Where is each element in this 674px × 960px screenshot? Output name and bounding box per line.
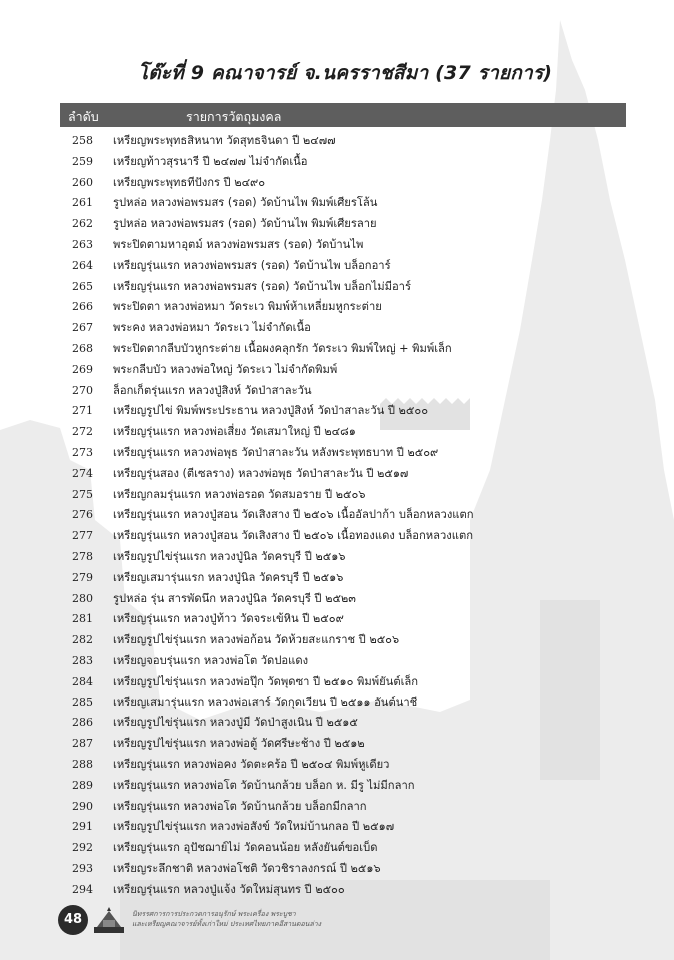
row-number: 261	[72, 196, 93, 210]
row-item-text: เหรียญเสมารุ่นแรก หลวงพ่อเสาร์ วัดกุดเวียน ปี ๒๕๑๑ อันต์นาชี	[113, 695, 418, 709]
row-item-text: เหรียญเสมารุ่นแรก หลวงปู่นิล วัดครบุรี ปี ๒๕๑๖	[113, 570, 344, 584]
table-row	[60, 381, 626, 402]
row-number: 271	[72, 404, 93, 418]
row-item-text: เหรียญรุ่นแรก หลวงพ่อโต วัดบ้านกล้วย บล็อกมีกลาก	[113, 799, 367, 813]
table-row	[60, 713, 626, 734]
item-list	[60, 131, 626, 900]
row-item-text: เหรียญรุ่นแรก หลวงพ่อพรมสร (รอด) วัดบ้านไพ บล็อกไม่มีอาร์	[113, 279, 411, 293]
table-row	[60, 173, 626, 194]
table-row	[60, 485, 626, 506]
table-row	[60, 630, 626, 651]
table-row	[60, 609, 626, 630]
row-number: 265	[72, 279, 93, 293]
row-item-text: พระปิดตา หลวงพ่อหมา วัดระเว พิมพ์ห้าเหลี่ยมหูกระต่าย	[113, 300, 382, 314]
row-number: 266	[72, 300, 93, 314]
row-item-text: เหรียญพระพุทธทีปังกร ปี ๒๔๙๐	[113, 175, 266, 189]
row-number: 280	[72, 591, 93, 605]
row-number: 263	[72, 237, 93, 251]
row-number: 284	[72, 674, 93, 688]
row-number: 276	[72, 508, 93, 522]
column-header-number: ลำดับ	[68, 109, 99, 124]
table-row	[60, 152, 626, 173]
row-item-text: เหรียญรุ่นแรก หลวงพ่อพรมสร (รอด) วัดบ้านไพ บล็อกอาร์	[113, 258, 391, 272]
row-number: 273	[72, 445, 93, 459]
row-item-text: เหรียญรุ่นแรก หลวงปู่ท้าว วัดจระเข้หิน ปี ๒๕๐๙	[113, 612, 344, 626]
table-row	[60, 256, 626, 277]
page-footer	[58, 905, 358, 939]
table-row	[60, 734, 626, 755]
row-number: 264	[72, 258, 93, 272]
row-number: 281	[72, 612, 93, 626]
row-number: 258	[72, 134, 93, 147]
row-item-text: เหรียญรุ่นสอง (ตีเซลราง) หลวงพ่อพุธ วัดป่าสาละวัน ปี ๒๕๑๗	[113, 466, 409, 480]
row-number: 262	[72, 217, 93, 231]
table-row	[60, 464, 626, 485]
row-number: 283	[72, 653, 93, 667]
row-item-text: เหรียญท้าวสุรนารี ปี ๒๔๗๗ ไม่จำกัดเนื้อ	[113, 154, 308, 168]
row-item-text: รูปหล่อ หลวงพ่อพรมสร (รอด) วัดบ้านไพ พิมพ์เศียรโล้น	[113, 196, 378, 210]
table-row	[60, 589, 626, 610]
table-row	[60, 651, 626, 672]
table-row	[60, 318, 626, 339]
row-number: 269	[72, 362, 93, 376]
table-row	[60, 880, 626, 901]
table-row	[60, 235, 626, 256]
row-item-text: เหรียญรูปไข่รุ่นแรก หลวงพ่อปุ๊ก วัดพุดซา ปี ๒๕๑๐ พิมพ์ยันต์เล็ก	[113, 674, 419, 688]
row-item-text: พระกลีบบัว หลวงพ่อใหญ่ วัดระเว ไม่จำกัดพิมพ์	[113, 362, 338, 376]
table-row	[60, 214, 626, 235]
table-row	[60, 526, 626, 547]
page-number: 48	[58, 905, 88, 935]
table-row	[60, 131, 626, 152]
row-item-text: เหรียญรูปไข่รุ่นแรก หลวงพ่อก้อน วัดห้วยสะแกราช ปี ๒๕๐๖	[113, 633, 400, 647]
row-item-text: เหรียญรูปไข่รุ่นแรก หลวงปู่นิล วัดครบุรี ปี ๒๕๑๖	[113, 549, 346, 563]
row-item-text: ล็อกเก็ตรุ่นแรก หลวงปู่สิงห์ วัดป่าสาละวัน	[113, 383, 312, 397]
row-number: 291	[72, 820, 93, 834]
row-item-text: เหรียญรูปไข่ พิมพ์พระประธาน หลวงปู่สิงห์ วัดป่าสาละวัน ปี ๒๕๐๐	[113, 404, 429, 418]
row-item-text: พระปิดตากลีบบัวหูกระต่าย เนื้อผงคลุกรัก วัดระเว พิมพ์ใหญ่ + พิมพ์เล็ก	[113, 341, 452, 355]
page-title: โต๊ะที่ 9 คณาจารย์ จ.นครราชสีมา (37 รายการ)	[137, 62, 553, 84]
table-row	[60, 422, 626, 443]
row-number: 286	[72, 716, 93, 730]
table-row	[60, 672, 626, 693]
table-row	[60, 755, 626, 776]
table-row	[60, 401, 626, 422]
row-item-text: รูปหล่อ หลวงพ่อพรมสร (รอด) วัดบ้านไพ พิมพ์เศียรลาย	[113, 217, 377, 231]
row-number: 259	[72, 154, 93, 168]
row-number: 282	[72, 633, 93, 647]
table-row	[60, 838, 626, 859]
row-item-text: เหรียญรุ่นแรก อุปัชฌาย์ไม่ วัดคอนน้อย หลังยันต์ขอเบ็ด	[113, 841, 378, 855]
row-item-text: เหรียญรุ่นแรก หลวงพ่อคง วัดตะคร้อ ปี ๒๕๐๔ พิมพ์หูเดียว	[113, 757, 390, 771]
table-row	[60, 776, 626, 797]
row-number: 275	[72, 487, 93, 501]
table-row	[60, 277, 626, 298]
table-row	[60, 693, 626, 714]
table-row	[60, 859, 626, 880]
row-item-text: รูปหล่อ รุ่น สารพัดนึก หลวงปู่นิล วัดครบุรี ปี ๒๕๒๓	[113, 591, 356, 605]
row-item-text: เหรียญรูปไข่รุ่นแรก หลวงปู่มี วัดป่าสูงเนิน ปี ๒๕๑๕	[113, 716, 358, 730]
table-row	[60, 817, 626, 838]
row-number: 288	[72, 757, 93, 771]
row-number: 278	[72, 549, 93, 563]
row-number: 268	[72, 341, 93, 355]
row-item-text: เหรียญกลมรุ่นแรก หลวงพ่อรอด วัดสมอราย ปี ๒๕๐๖	[113, 487, 366, 501]
row-number: 272	[72, 425, 93, 439]
row-item-text: เหรียญรุ่นแรก หลวงพ่อโต วัดบ้านกล้วย บล็อก ห. มีรู ไม่มีกลาก	[113, 778, 415, 792]
row-number: 290	[72, 799, 93, 813]
row-item-text: เหรียญพระพุทธสิหนาท วัดสุทธจินดา ปี ๒๔๗๗	[113, 134, 336, 147]
footer-line-1: นิทรรศการการประกวดการอนุรักษ์ พระเครื่อง พระบูชา	[132, 910, 296, 918]
row-item-text: เหรียญรุ่นแรก หลวงพ่อพุธ วัดป่าสาละวัน หลังพระพุทธบาท ปี ๒๕๐๙	[113, 445, 439, 459]
row-number: 285	[72, 695, 93, 709]
row-item-text: เหรียญรุ่นแรก หลวงพ่อเสี่ยง วัดเสมาใหญ่ ปี ๒๔๘๑	[113, 425, 356, 439]
table-row	[60, 339, 626, 360]
table-row	[60, 443, 626, 464]
footer-line-2: และเหรียญคณาจารย์ทั้งเก่าใหม่ ประเทศไทยภาคอีสานตอนล่าง	[132, 920, 322, 928]
row-number: 260	[72, 175, 93, 189]
table-row	[60, 547, 626, 568]
table-row	[60, 568, 626, 589]
row-item-text: เหรียญระลึกชาติ หลวงพ่อโชติ วัดวชิราลงกรณ์ ปี ๒๕๑๖	[113, 861, 381, 875]
row-number: 289	[72, 778, 93, 792]
row-number: 293	[72, 861, 93, 875]
row-number: 287	[72, 737, 93, 751]
row-item-text: เหรียญรูปไข่รุ่นแรก หลวงพ่อสังข์ วัดใหม่บ้านกลอ ปี ๒๕๑๗	[113, 820, 395, 834]
row-item-text: พระปิดตามหาอุตม์ หลวงพ่อพรมสร (รอด) วัดบ้านไพ	[113, 237, 364, 251]
table-row	[60, 193, 626, 214]
row-item-text: เหรียญจอบรุ่นแรก หลวงพ่อโต วัดปอแดง	[113, 653, 309, 667]
column-header-item: รายการวัตถุมงคล	[186, 109, 282, 124]
temple-emblem-icon	[94, 907, 124, 933]
row-number: 277	[72, 529, 93, 543]
footer-caption	[132, 909, 321, 929]
row-number: 274	[72, 466, 93, 480]
table-row	[60, 360, 626, 381]
row-number: 267	[72, 321, 93, 335]
row-number: 279	[72, 570, 93, 584]
table-row	[60, 797, 626, 818]
row-number: 270	[72, 383, 93, 397]
row-item-text: เหรียญรูปไข่รุ่นแรก หลวงพ่อตู้ วัดศรีษะช้าง ปี ๒๕๑๒	[113, 737, 365, 751]
row-item-text: เหรียญรุ่นแรก หลวงปู่แจ้ง วัดใหม่สุนทร ปี ๒๕๐๐	[113, 882, 345, 896]
table-header	[60, 103, 626, 127]
row-item-text: พระคง หลวงพ่อหมา วัดระเว ไม่จำกัดเนื้อ	[113, 321, 311, 335]
row-number: 294	[72, 882, 93, 896]
row-item-text: เหรียญรุ่นแรก หลวงปู่สอน วัดเสิงสาง ปี ๒๕๐๖ เนื้อทองแดง บล็อกหลวงแตก	[113, 529, 474, 543]
table-row	[60, 505, 626, 526]
row-item-text: เหรียญรุ่นแรก หลวงปู่สอน วัดเสิงสาง ปี ๒๕๐๖ เนื้ออัลปาก้า บล็อกหลวงแตก	[113, 508, 474, 522]
row-number: 292	[72, 841, 93, 855]
table-row	[60, 297, 626, 318]
